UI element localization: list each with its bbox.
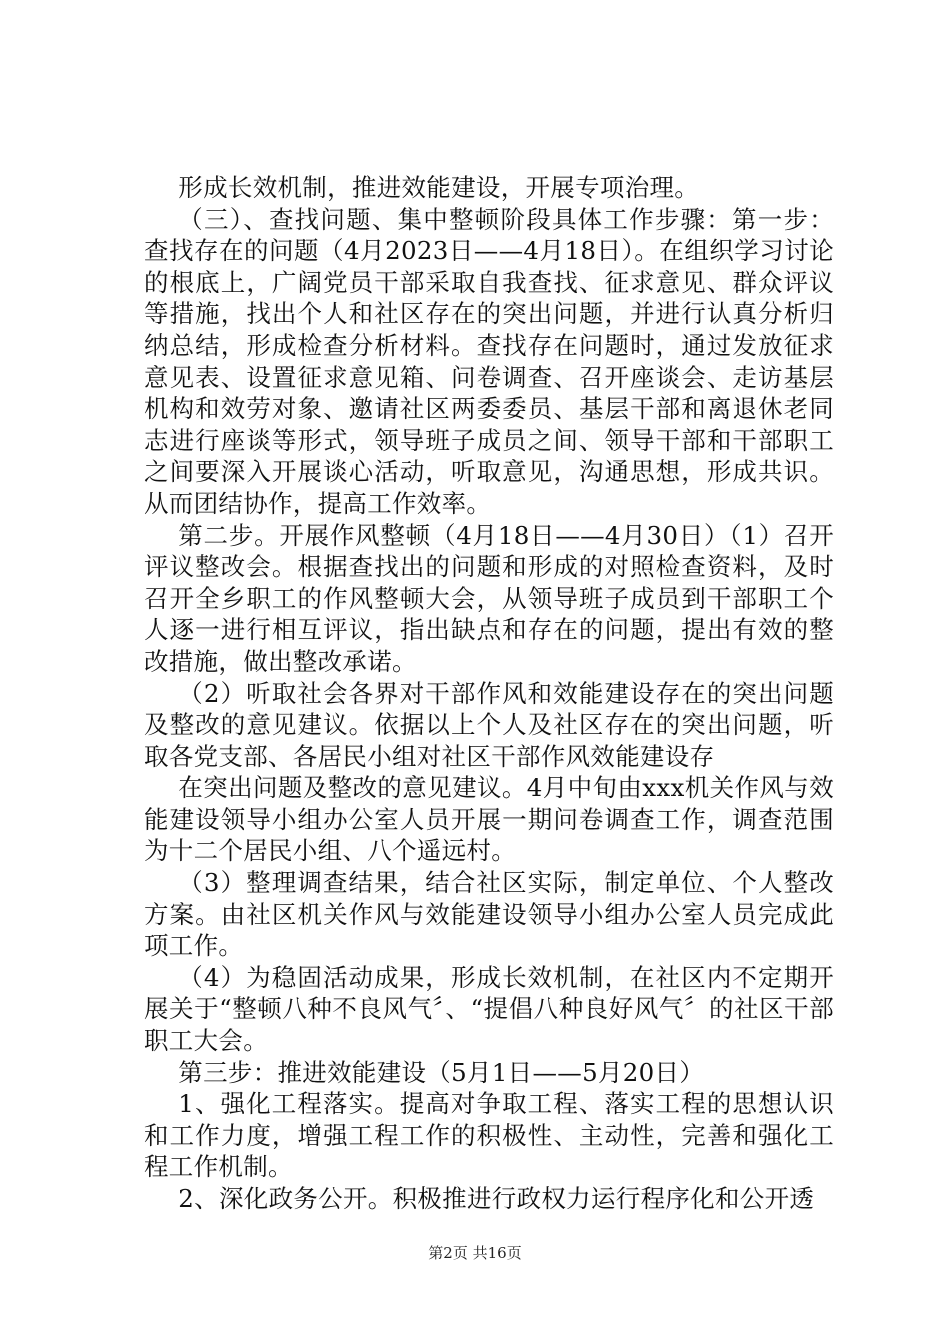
- paragraph-1: 形成长效机制，推进效能建设，开展专项治理。: [178, 173, 700, 202]
- paragraph-7: （4）为稳固活动成果，形成长效机制，在社区内不定期开展关于“整顿八种不良风气〞、“提倡八种良好风气〞的社区干部职工大会。: [144, 962, 834, 1056]
- paragraph-2: （三）、查找问题、集中整顿阶段具体工作步骤：第一步：查找存在的问题（4月2023日——4月18日）。在组织学习讨论的根底上，广阔党员干部采取自我查找、征求意见、群众评议等措施，找出个人和社区存在的突出问题，并进行认真分析归纳总结，形成检查分析材料。查找存在问题时，通过发放征求意见表、设置征求意见箱、问卷调查、召开座谈会、走访基层机构和效劳对象、邀请社区两委委员、基层干部和离退休老同志进行座谈等形式，领导班子成员之间、领导干部和干部职工之间要深入开展谈心活动，听取意见，沟通思想，形成共识。从而团结协作，提高工作效率。: [144, 204, 834, 518]
- paragraph-3: 第二步。开展作风整顿（4月18日——4月30日）（1）召开评议整改会。根据查找出的问题和形成的对照检查资料，及时召开全乡职工的作风整顿大会，从领导班子成员到干部职工个人逐一进行相互评议，指出缺点和存在的问题，提出有效的整改措施，做出整改承诺。: [144, 520, 834, 676]
- paragraph-8: 第三步：推进效能建设（5月1日——5月20日）: [178, 1057, 705, 1087]
- paragraph-5: 在突出问题及整改的意见建议。4月中旬由xxx机关作风与效能建设领导小组办公室人员开展一期问卷调查工作，调查范围为十二个居民小组、八个遥远村。: [144, 773, 834, 866]
- paragraph-6: （3）整理调查结果，结合社区实际，制定单位、个人整改方案。由社区机关作风与效能建设领导小组办公室人员完成此项工作。: [144, 868, 834, 961]
- paragraph-10: 2、深化政务公开。积极推进行政权力运行程序化和公开透: [178, 1184, 815, 1213]
- page-footer: 第2页 共16页: [428, 1244, 522, 1262]
- paragraph-4: （2）听取社会各界对干部作风和效能建设存在的突出问题及整改的意见建议。依据以上个人及社区存在的突出问题，听取各党支部、各居民小组对社区干部作风效能建设存: [144, 678, 834, 771]
- document-body: [144, 172, 834, 1215]
- paragraph-9: 1、强化工程落实。提高对争取工程、落实工程的思想认识和工作力度，增强工程工作的积极性、主动性，完善和强化工程工作机制。: [144, 1089, 834, 1182]
